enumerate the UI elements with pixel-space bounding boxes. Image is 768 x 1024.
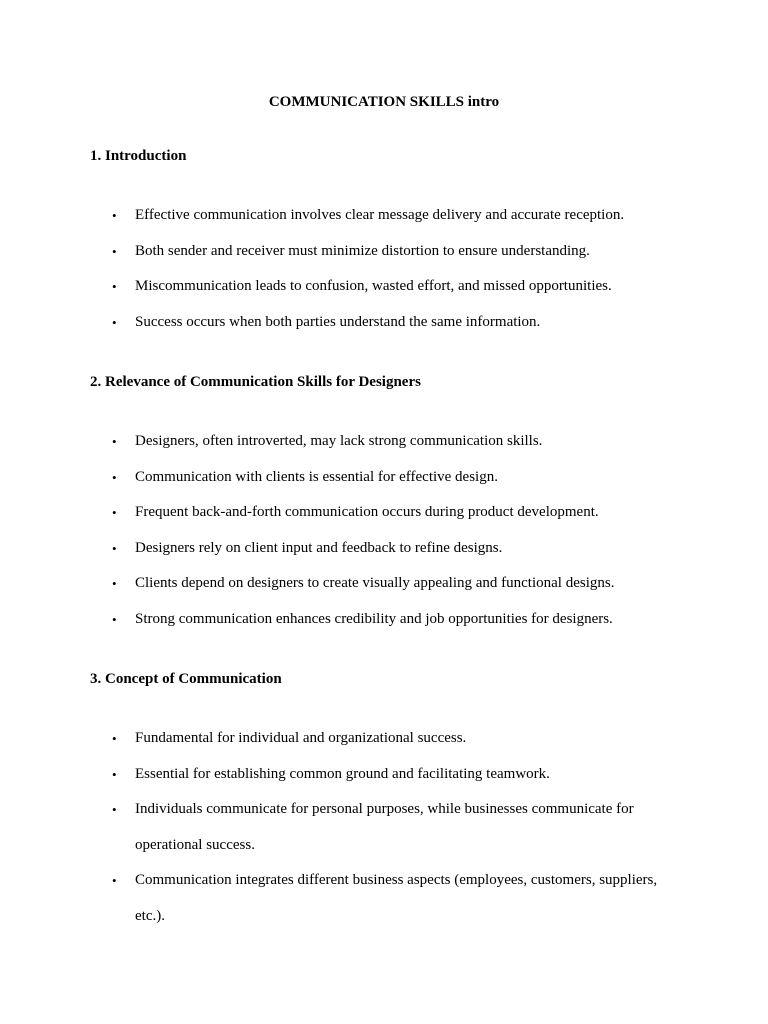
bullet-icon: • [112, 873, 117, 888]
list-item [90, 269, 678, 305]
section-introduction [90, 144, 678, 340]
list-item-text: Success occurs when both parties understand the same information. [135, 313, 541, 330]
bullet-icon: • [112, 469, 117, 485]
bullet-icon: • [112, 802, 117, 817]
section-heading: 1. Introduction [90, 148, 187, 164]
list-item-text: Clients depend on designers to create visually appealing and functional designs. [135, 575, 615, 591]
bullet-icon: • [112, 243, 117, 259]
list-item [90, 757, 678, 793]
bullet-list [90, 721, 678, 934]
bullet-icon: • [112, 505, 117, 520]
list-item [90, 566, 678, 602]
bullet-icon: • [112, 731, 117, 746]
bullet-icon: • [112, 611, 117, 627]
list-item [90, 234, 678, 270]
bullet-icon: • [112, 540, 117, 556]
list-item [90, 863, 678, 934]
list-item [90, 495, 678, 531]
section-concept-of-communication [90, 667, 678, 934]
list-item-text: Essential for establishing common ground and facilitating teamwork. [135, 765, 550, 782]
bullet-icon: • [112, 766, 117, 782]
list-item [90, 424, 678, 460]
section-relevance-for-designers [90, 370, 678, 637]
document-title: COMMUNICATION SKILLS intro [268, 94, 500, 110]
list-item [90, 602, 678, 638]
list-item [90, 721, 678, 757]
bullet-list [90, 424, 678, 637]
list-item-text: Frequent back-and-forth communication occurs during product development. [135, 504, 599, 520]
bullet-icon: • [112, 208, 117, 223]
list-item-text: Designers rely on client input and feedback to refine designs. [135, 539, 503, 556]
section-heading: 2. Relevance of Communication Skills for Designers [90, 374, 421, 390]
list-item-text: Both sender and receiver must minimize distortion to ensure understanding. [135, 242, 590, 259]
bullet-icon: • [112, 279, 117, 294]
list-item [90, 460, 678, 496]
list-item-text: Designers, often introverted, may lack strong communication skills. [135, 433, 543, 449]
list-item-text: Miscommunication leads to confusion, wasted effort, and missed opportunities. [135, 278, 612, 294]
list-item [90, 531, 678, 567]
list-item-text: Communication integrates different business aspects (employees, customers, suppliers, etc.). [135, 872, 658, 924]
list-item-text: Individuals communicate for personal purposes, while businesses communicate for operational success. [135, 801, 634, 853]
list-item [90, 792, 678, 863]
bullet-icon: • [112, 576, 117, 591]
section-heading: 3. Concept of Communication [90, 671, 282, 687]
bullet-list [90, 198, 678, 340]
list-item [90, 198, 678, 234]
bullet-icon: • [112, 434, 117, 449]
list-item-text: Effective communication involves clear message delivery and accurate reception. [135, 207, 625, 223]
list-item-text: Communication with clients is essential for effective design. [135, 468, 498, 485]
list-item [90, 305, 678, 341]
bullet-icon: • [112, 314, 117, 330]
list-item-text: Strong communication enhances credibility and job opportunities for designers. [135, 610, 613, 627]
list-item-text: Fundamental for individual and organizational success. [135, 730, 467, 746]
